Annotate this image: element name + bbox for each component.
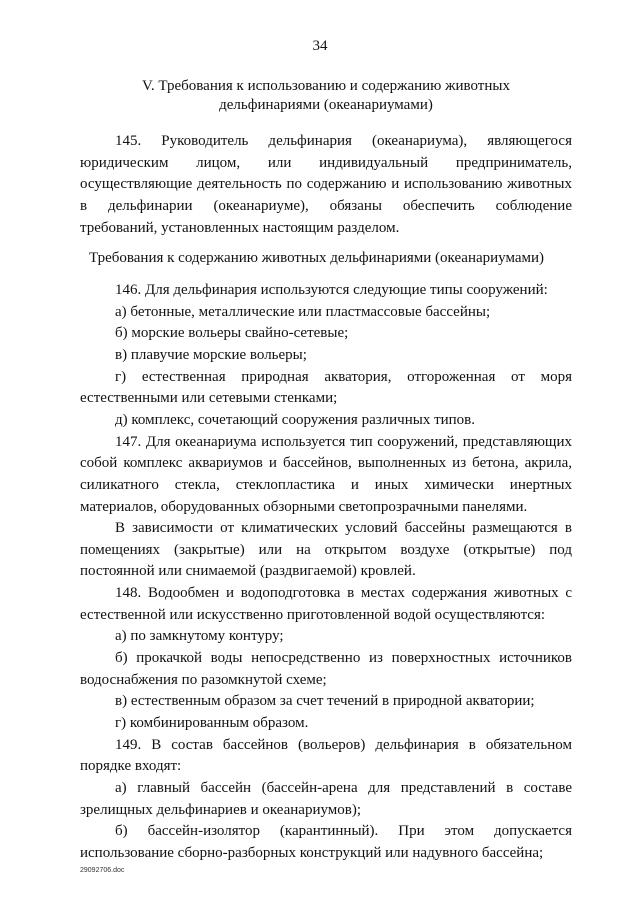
page-number: 34 xyxy=(312,38,328,54)
paragraph: а) главный бассейн (бассейн-арена для представлений в составе зрелищных дельфинариев и океанариумов); xyxy=(80,780,572,818)
paragraph: 148. Водообмен и водоподготовка в местах содержания животных с естественной или искусственно приготовленной водой осуществляются: xyxy=(80,585,572,623)
chapter-title-line: дельфинариями (океанариумами) xyxy=(219,97,433,113)
paragraph: г) естественная природная акватория, отгороженная от моря естественными или сетевыми стенками; xyxy=(80,368,572,407)
paragraph: В зависимости от климатических условий бассейны размещаются в помещениях (закрытые) или на открытом воздухе (открытые) под постоянной или снимаемой (раздвигаемой) кровлей. xyxy=(80,520,572,580)
paragraph: 145. Руководитель дельфинария (океанариума), являющегося юридическим лицом, или индивидуальный предприниматель, осуществляющие деятельность по содержанию и использованию животных в дельфинарии (океанариуме), обязаны обеспечить соблюдение xyxy=(80,133,572,214)
paragraph: а) бетонные, металлические или пластмассовые бассейны; xyxy=(115,303,491,320)
paragraph: 146. Для дельфинария используются следующие типы сооружений: xyxy=(115,281,548,298)
chapter-title xyxy=(80,77,572,115)
paragraph: требований, установленных настоящим разделом. xyxy=(80,219,400,236)
paragraph: г) комбинированным образом. xyxy=(115,715,309,732)
paragraph: а) по замкнутому контуру; xyxy=(115,628,284,645)
paragraph: 147. Для океанариума используется тип сооружений, представляющих собой комплекс аквариумов и бассейнов, выполненных из бетона, акрила, силикатного стекла, стеклопластика и иных химически инертных материалов, оборудованных обзорными светопрозрачными панелями. xyxy=(80,433,572,515)
chapter-title-line: V. Требования к использованию и содержанию животных xyxy=(142,78,510,94)
paragraph: б) прокачкой воды непосредственно из поверхностных источников водоснабжения по разомкнутой схеме; xyxy=(80,650,572,688)
paragraph: в) естественным образом за счет течений в природной акватории; xyxy=(115,693,535,710)
section-heading: Требования к содержанию животных дельфинариями (океанариумами) xyxy=(89,250,545,267)
paragraph: 149. В состав бассейнов (вольеров) дельфинария в обязательном порядке входят: xyxy=(80,736,572,775)
footer-filename: 29092706.doc xyxy=(80,867,125,874)
paragraph: б) морские вольеры свайно-сетевые; xyxy=(115,325,349,342)
paragraph: д) комплекс, сочетающий сооружения различных типов. xyxy=(115,411,476,428)
document-body xyxy=(80,131,572,865)
paragraph: б) бассейн-изолятор (карантинный). При этом допускается использование сборно-разборных конструкций или надувного бассейна; xyxy=(80,823,572,861)
paragraph: в) плавучие морские вольеры; xyxy=(115,346,307,363)
